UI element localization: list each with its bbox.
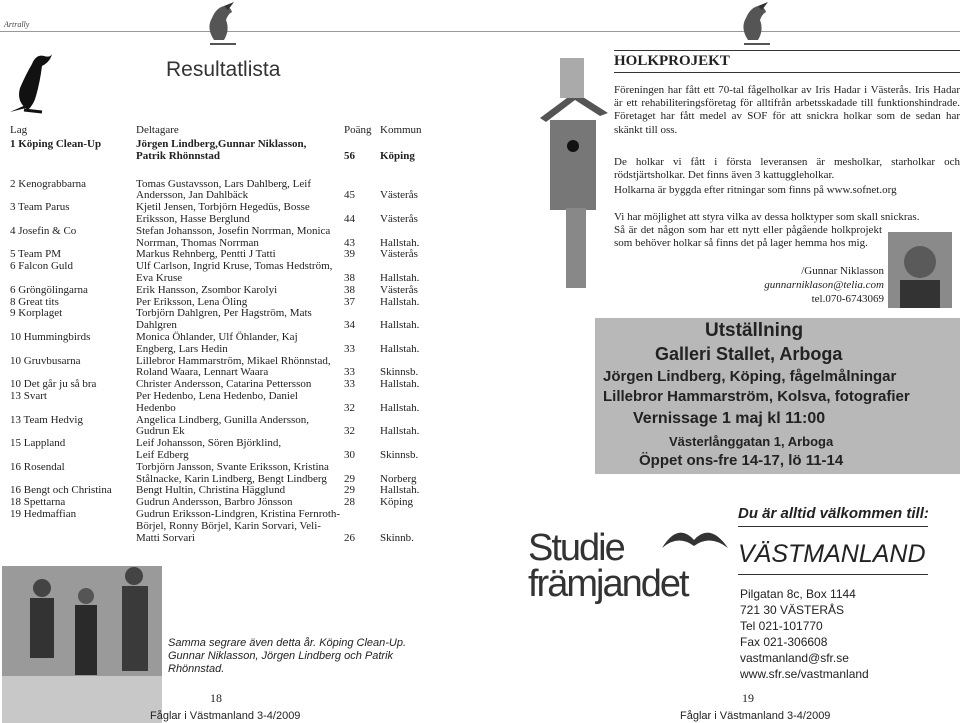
participants: Eva Kruse	[136, 271, 183, 284]
col-lag: Lag	[10, 124, 28, 136]
team-name: 6 Gröngölingarna	[10, 283, 88, 296]
kommun: Skinnb.	[380, 531, 414, 544]
address-line: Fax 021-306608	[740, 635, 828, 649]
points: 38	[344, 271, 355, 284]
table-row	[10, 284, 420, 296]
table-row	[10, 461, 420, 485]
caption-line: Rhönnstad.	[168, 663, 225, 675]
participants: Leif Edberg	[136, 448, 189, 461]
team-name: 8 Great tits	[10, 295, 59, 308]
exhibition-ad	[595, 318, 960, 474]
table-row	[10, 138, 420, 178]
table-header	[10, 124, 420, 138]
points: 44	[344, 212, 355, 225]
address-line: 721 30 VÄSTERÅS	[740, 603, 845, 617]
kommun: Hallstah.	[380, 319, 420, 332]
paragraph: Så är det någon som har ett nytt eller pågående holkprojekt som behöver holkar så finns det på lager hemma hos mig.	[614, 224, 882, 250]
table-row	[10, 248, 420, 260]
participants: Leif Johansson, Sören Björklind,	[136, 437, 282, 450]
points: 32	[344, 425, 355, 438]
table-row	[10, 484, 420, 496]
participants: Gudrun Eriksson-Lindgren, Kristina Fernroth-	[136, 507, 341, 520]
team-name: 2 Kenograbbarna	[10, 177, 87, 190]
address-line: Tel 021-101770	[740, 619, 823, 633]
ad-line: Lillebror Hammarström, Kolsva, fotografier	[603, 388, 910, 405]
participants: Monica Öhlander, Ulf Öhlander, Kaj	[136, 330, 298, 343]
address-line: Pilgatan 8c, Box 1144	[740, 587, 856, 601]
table-row	[10, 378, 420, 390]
points: 33	[344, 366, 355, 379]
kommun: Västerås	[380, 189, 418, 202]
participants: Markus Rehnberg, Pentti J Tatti	[136, 248, 276, 261]
table-row	[10, 331, 420, 355]
participants: Per Hedenbo, Lena Hedenbo, Daniel	[136, 389, 298, 402]
book-icon	[660, 520, 730, 550]
address-line[interactable]: vastmanland@sfr.se	[740, 651, 849, 665]
page-footer: Fåglar i Västmanland 3-4/2009	[150, 710, 301, 722]
team-name: 5 Team PM	[10, 248, 61, 261]
kommun: Västerås	[380, 248, 418, 261]
participants: Andersson, Jan Dahlbäck	[136, 189, 249, 202]
participants: Stefan Johansson, Josefin Norrman, Monica	[136, 224, 331, 237]
participants: Angelica Lindberg, Gunilla Andersson,	[136, 413, 310, 426]
points: 29	[344, 484, 355, 497]
bird-logo-icon	[730, 0, 780, 48]
blackbird-icon	[6, 52, 56, 114]
points: 38	[344, 283, 355, 296]
team-name: 10 Det går ju så bra	[10, 378, 97, 391]
kommun: Norberg	[380, 472, 417, 485]
points: 26	[344, 531, 355, 544]
table-row	[10, 508, 420, 543]
table-row	[10, 496, 420, 508]
kommun: Skinnsb.	[380, 366, 419, 379]
points: 56	[344, 149, 355, 162]
points: 37	[344, 295, 355, 308]
kommun: Hallstah.	[380, 401, 420, 414]
participants: Roland Waara, Lennart Waara	[136, 366, 269, 379]
participants: Torbjörn Dahlgren, Per Hagström, Mats	[136, 307, 312, 320]
participants: Stålnacke, Karin Lindberg, Bengt Lindberg	[136, 472, 327, 485]
table-row	[10, 296, 420, 308]
page-footer: Fåglar i Västmanland 3-4/2009	[680, 710, 831, 722]
participants: Ulf Carlson, Ingrid Kruse, Tomas Hedström,	[136, 260, 333, 273]
points: 33	[344, 378, 355, 391]
team-name: 1 Köping Clean-Up	[10, 138, 102, 150]
birdhouse-photo	[530, 58, 610, 298]
caption-line: Gunnar Niklasson, Jörgen Lindberg och Patrik	[168, 650, 394, 662]
team-name: 19 Hedmaffian	[10, 507, 77, 520]
participants: Per Eriksson, Lena Öling	[136, 295, 248, 308]
page-number: 18	[210, 691, 222, 705]
team-name: 13 Svart	[10, 389, 47, 402]
vastmanland-title: VÄSTMANLAND	[738, 540, 926, 568]
team-name: 3 Team Parus	[10, 201, 70, 214]
table-row	[10, 225, 420, 249]
team-name: 6 Falcon Guld	[10, 260, 73, 273]
table-row	[10, 178, 420, 202]
ad-line: Vernissage 1 maj kl 11:00	[633, 410, 826, 427]
participants: Eriksson, Hasse Berglund	[136, 212, 250, 225]
logo-line: Studie	[528, 527, 624, 569]
winners-photo	[2, 566, 162, 723]
participants: Dahlgren	[136, 319, 177, 332]
participants: Hedenbo	[136, 401, 176, 414]
participants: Börjel, Ronny Börjel, Karin Sorvari, Veli-	[136, 519, 321, 532]
caption-line: Samma segrare även detta år. Köping Clean-Up.	[168, 637, 407, 649]
participants: Christer Andersson, Catarina Pettersson	[136, 378, 312, 391]
divider	[738, 526, 928, 527]
participants: Bengt Hultin, Christina Hägglund	[136, 484, 286, 497]
participants: Torbjörn Jansson, Svante Eriksson, Kristina	[136, 460, 329, 473]
ad-line: Öppet ons-fre 14-17, lö 11-14	[639, 452, 844, 469]
section-header: Artrally	[4, 20, 30, 29]
signature-email: gunnarniklason@telia.com	[764, 279, 884, 291]
table-row	[10, 414, 420, 438]
page-title: Resultatlista	[166, 58, 281, 81]
kommun: Hallstah.	[380, 271, 420, 284]
table-row	[10, 355, 420, 379]
address-line[interactable]: www.sfr.se/vastmanland	[740, 667, 869, 681]
signature-phone: tel.070-6743069	[811, 293, 884, 305]
points: 33	[344, 342, 355, 355]
team-name: 9 Korplaget	[10, 307, 63, 320]
signature-name: /Gunnar Niklasson	[801, 265, 884, 277]
kommun: Hallstah.	[380, 236, 420, 249]
ad-line: Västerlånggatan 1, Arboga	[669, 434, 834, 449]
table-row	[10, 260, 420, 284]
table-row	[10, 390, 420, 414]
logo-line: främjandet	[528, 563, 688, 605]
col-deltagare: Deltagare	[136, 124, 179, 136]
paragraph: Holkarna är byggda efter ritningar som finns på www.sofnet.org	[614, 184, 897, 196]
kommun: Hallstah.	[380, 425, 420, 438]
signature	[720, 264, 884, 306]
kommun: Köping	[380, 149, 415, 162]
bird-logo-icon	[196, 0, 246, 48]
kommun: Hallstah.	[380, 295, 420, 308]
participants: Kjetil Jensen, Torbjörn Hegedüs, Bosse	[136, 201, 310, 214]
kommun: Västerås	[380, 212, 418, 225]
participants: Gudrun Ek	[136, 425, 185, 438]
paragraph: De holkar vi fått i första leveransen är mesholkar, starholkar och rödstjärtsholkar. Det finns även 3 kattuggleholkar.	[614, 156, 960, 182]
participants: Norrman, Thomas Norrman	[136, 236, 259, 249]
team-name: 16 Rosendal	[10, 460, 65, 473]
participants: Erik Hansson, Zsombor Karolyi	[136, 283, 278, 296]
points: 30	[344, 448, 355, 461]
holk-title: HOLKPROJEKT	[614, 50, 960, 73]
points: 28	[344, 496, 355, 509]
table-row	[10, 437, 420, 461]
ad-line: Utställning	[705, 320, 804, 341]
address-block	[740, 586, 869, 682]
col-poang: Poäng	[344, 124, 372, 136]
kommun: Köping	[380, 496, 413, 509]
participants: Matti Sorvari	[136, 531, 195, 544]
participants: Gudrun Andersson, Barbro Jönsson	[136, 496, 293, 509]
welcome-text: Du är alltid välkommen till:	[738, 505, 929, 522]
portrait-photo	[888, 232, 952, 308]
kommun: Hallstah.	[380, 484, 420, 497]
results-table	[10, 124, 420, 543]
points: 34	[344, 319, 355, 332]
team-name: 10 Hummingbirds	[10, 330, 91, 343]
table-row	[10, 201, 420, 225]
team-name: 10 Gruvbusarna	[10, 354, 81, 367]
participants: Engberg, Lars Hedin	[136, 342, 228, 355]
col-kommun: Kommun	[380, 124, 422, 136]
team-name: 4 Josefin & Co	[10, 224, 77, 237]
team-name: 15 Lappland	[10, 437, 66, 450]
points: 45	[344, 189, 355, 202]
kommun: Hallstah.	[380, 342, 420, 355]
page-number: 19	[742, 691, 754, 705]
participants: Tomas Gustavsson, Lars Dahlberg, Leif	[136, 177, 311, 190]
paragraph: Vi har möjlighet att styra vilka av dessa holktyper som skall snickras.	[614, 211, 920, 223]
points: 43	[344, 236, 355, 249]
header-rule	[0, 31, 590, 32]
team-name: 16 Bengt och Christina	[10, 484, 112, 497]
participants: Jörgen Lindberg,Gunnar Niklasson,	[136, 138, 307, 150]
ad-line: Jörgen Lindberg, Köping, fågelmålningar	[603, 368, 897, 385]
points: 29	[344, 472, 355, 485]
points: 32	[344, 401, 355, 414]
kommun: Skinnsb.	[380, 448, 419, 461]
kommun: Västerås	[380, 283, 418, 296]
team-name: 18 Spettarna	[10, 496, 66, 509]
ad-line: Galleri Stallet, Arboga	[655, 344, 843, 364]
points: 39	[344, 248, 355, 261]
photo-caption	[168, 637, 406, 676]
table-row	[10, 307, 420, 331]
divider	[738, 574, 928, 575]
participants: Lillebror Hammarström, Mikael Rhönnstad,	[136, 354, 331, 367]
team-name: 13 Team Hedvig	[10, 413, 83, 426]
participants: Patrik Rhönnstad	[136, 149, 221, 162]
kommun: Hallstah.	[380, 378, 420, 391]
paragraph: Föreningen har fått ett 70-tal fågelholkar av Iris Hadar i Västerås. Iris Hadar är ett rehabiliteringsföretag för alltifrån arbetsskadade till funktionshindrade. Företaget har fått medel av SOF för att snickra holkar som de sedan har skänkt till oss.	[614, 84, 960, 136]
